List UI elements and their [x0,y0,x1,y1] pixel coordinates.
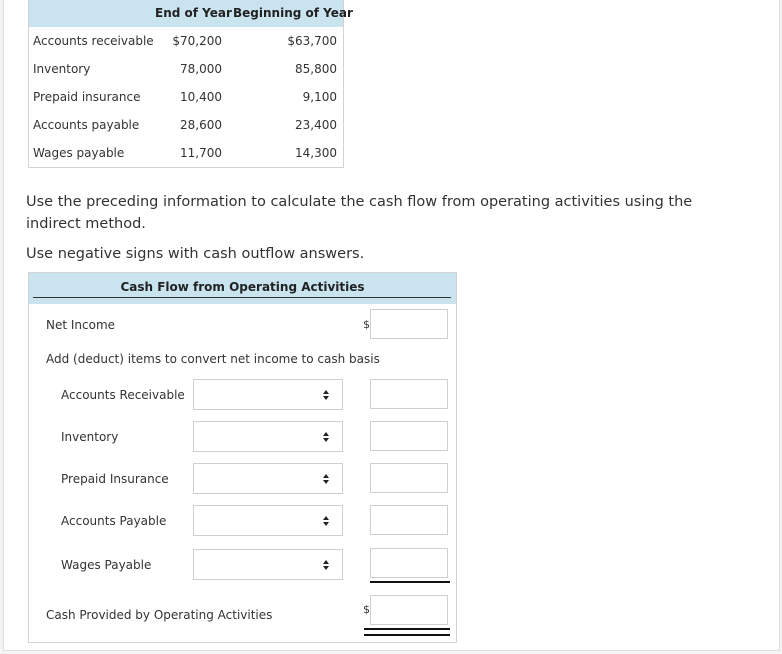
accounts-receivable-select[interactable] [193,379,343,410]
begin-value: 14,300 [295,146,337,160]
begin-value: 23,400 [295,118,337,132]
end-value: 78,000 [180,62,222,76]
end-value: 11,700 [180,146,222,160]
header-end-of-year: End of Year [155,6,232,20]
item-label-wages-payable: Wages Payable [61,558,152,572]
item-label-prepaid-insurance: Prepaid Insurance [61,472,169,486]
accounts-receivable-amount-input[interactable] [370,379,448,409]
up-down-arrows-icon [321,387,331,403]
table-row [29,56,343,84]
cash-flow-title: Cash Flow from Operating Activities [120,280,365,294]
item-label-inventory: Inventory [61,430,119,444]
adjustments-label: Add (deduct) items to convert net income to cash basis [46,352,380,366]
item-label-accounts-payable: Accounts Payable [61,514,167,528]
up-down-arrows-icon [321,429,331,445]
dollar-sign: $ [363,603,370,616]
inventory-amount-input[interactable] [370,421,448,451]
item-label-accounts-receivable: Accounts Receivable [61,388,185,402]
begin-value: 9,100 [302,90,337,104]
up-down-arrows-icon [321,471,331,487]
total-label: Cash Provided by Operating Activities [46,608,273,622]
row-label: Accounts receivable [33,34,154,48]
instruction-text: Use the preceding information to calculate the cash flow from operating activities using the indirect method. [26,194,693,232]
table-row [29,140,343,168]
net-income-label: Net Income [46,318,116,332]
row-label: Wages payable [33,146,125,160]
accounts-payable-select[interactable] [193,505,343,536]
problem-page [3,0,780,651]
up-down-arrows-icon [321,557,331,573]
table-row [29,84,343,112]
balance-table-header [29,0,353,27]
cash-provided-total-input[interactable] [370,595,448,625]
table-row [29,112,343,140]
total-double-underline [364,628,450,636]
row-label: Accounts payable [33,118,140,132]
inventory-select[interactable] [193,421,343,452]
cash-flow-header [29,273,456,304]
net-income-input[interactable] [370,309,448,339]
begin-value: $63,700 [287,34,337,48]
end-value: $70,200 [172,34,222,48]
end-value: 10,400 [180,90,222,104]
balance-table [28,0,353,168]
begin-value: 85,800 [295,62,337,76]
up-down-arrows-icon [321,513,331,529]
cash-flow-panel [28,272,457,643]
subtotal-underline [370,581,450,583]
header-divider [33,297,451,298]
table-row [29,28,343,56]
accounts-payable-amount-input[interactable] [370,505,448,535]
prepaid-insurance-amount-input[interactable] [370,463,448,493]
end-value: 28,600 [180,118,222,132]
prepaid-insurance-select[interactable] [193,463,343,494]
wages-payable-select[interactable] [193,549,343,580]
instruction-negative-signs: Use negative signs with cash outflow answers. [26,246,365,262]
header-beginning-of-year: Beginning of Year [233,6,353,20]
wages-payable-amount-input[interactable] [370,548,448,578]
dollar-sign: $ [363,318,370,331]
row-label: Inventory [33,62,91,76]
row-label: Prepaid insurance [33,90,141,104]
